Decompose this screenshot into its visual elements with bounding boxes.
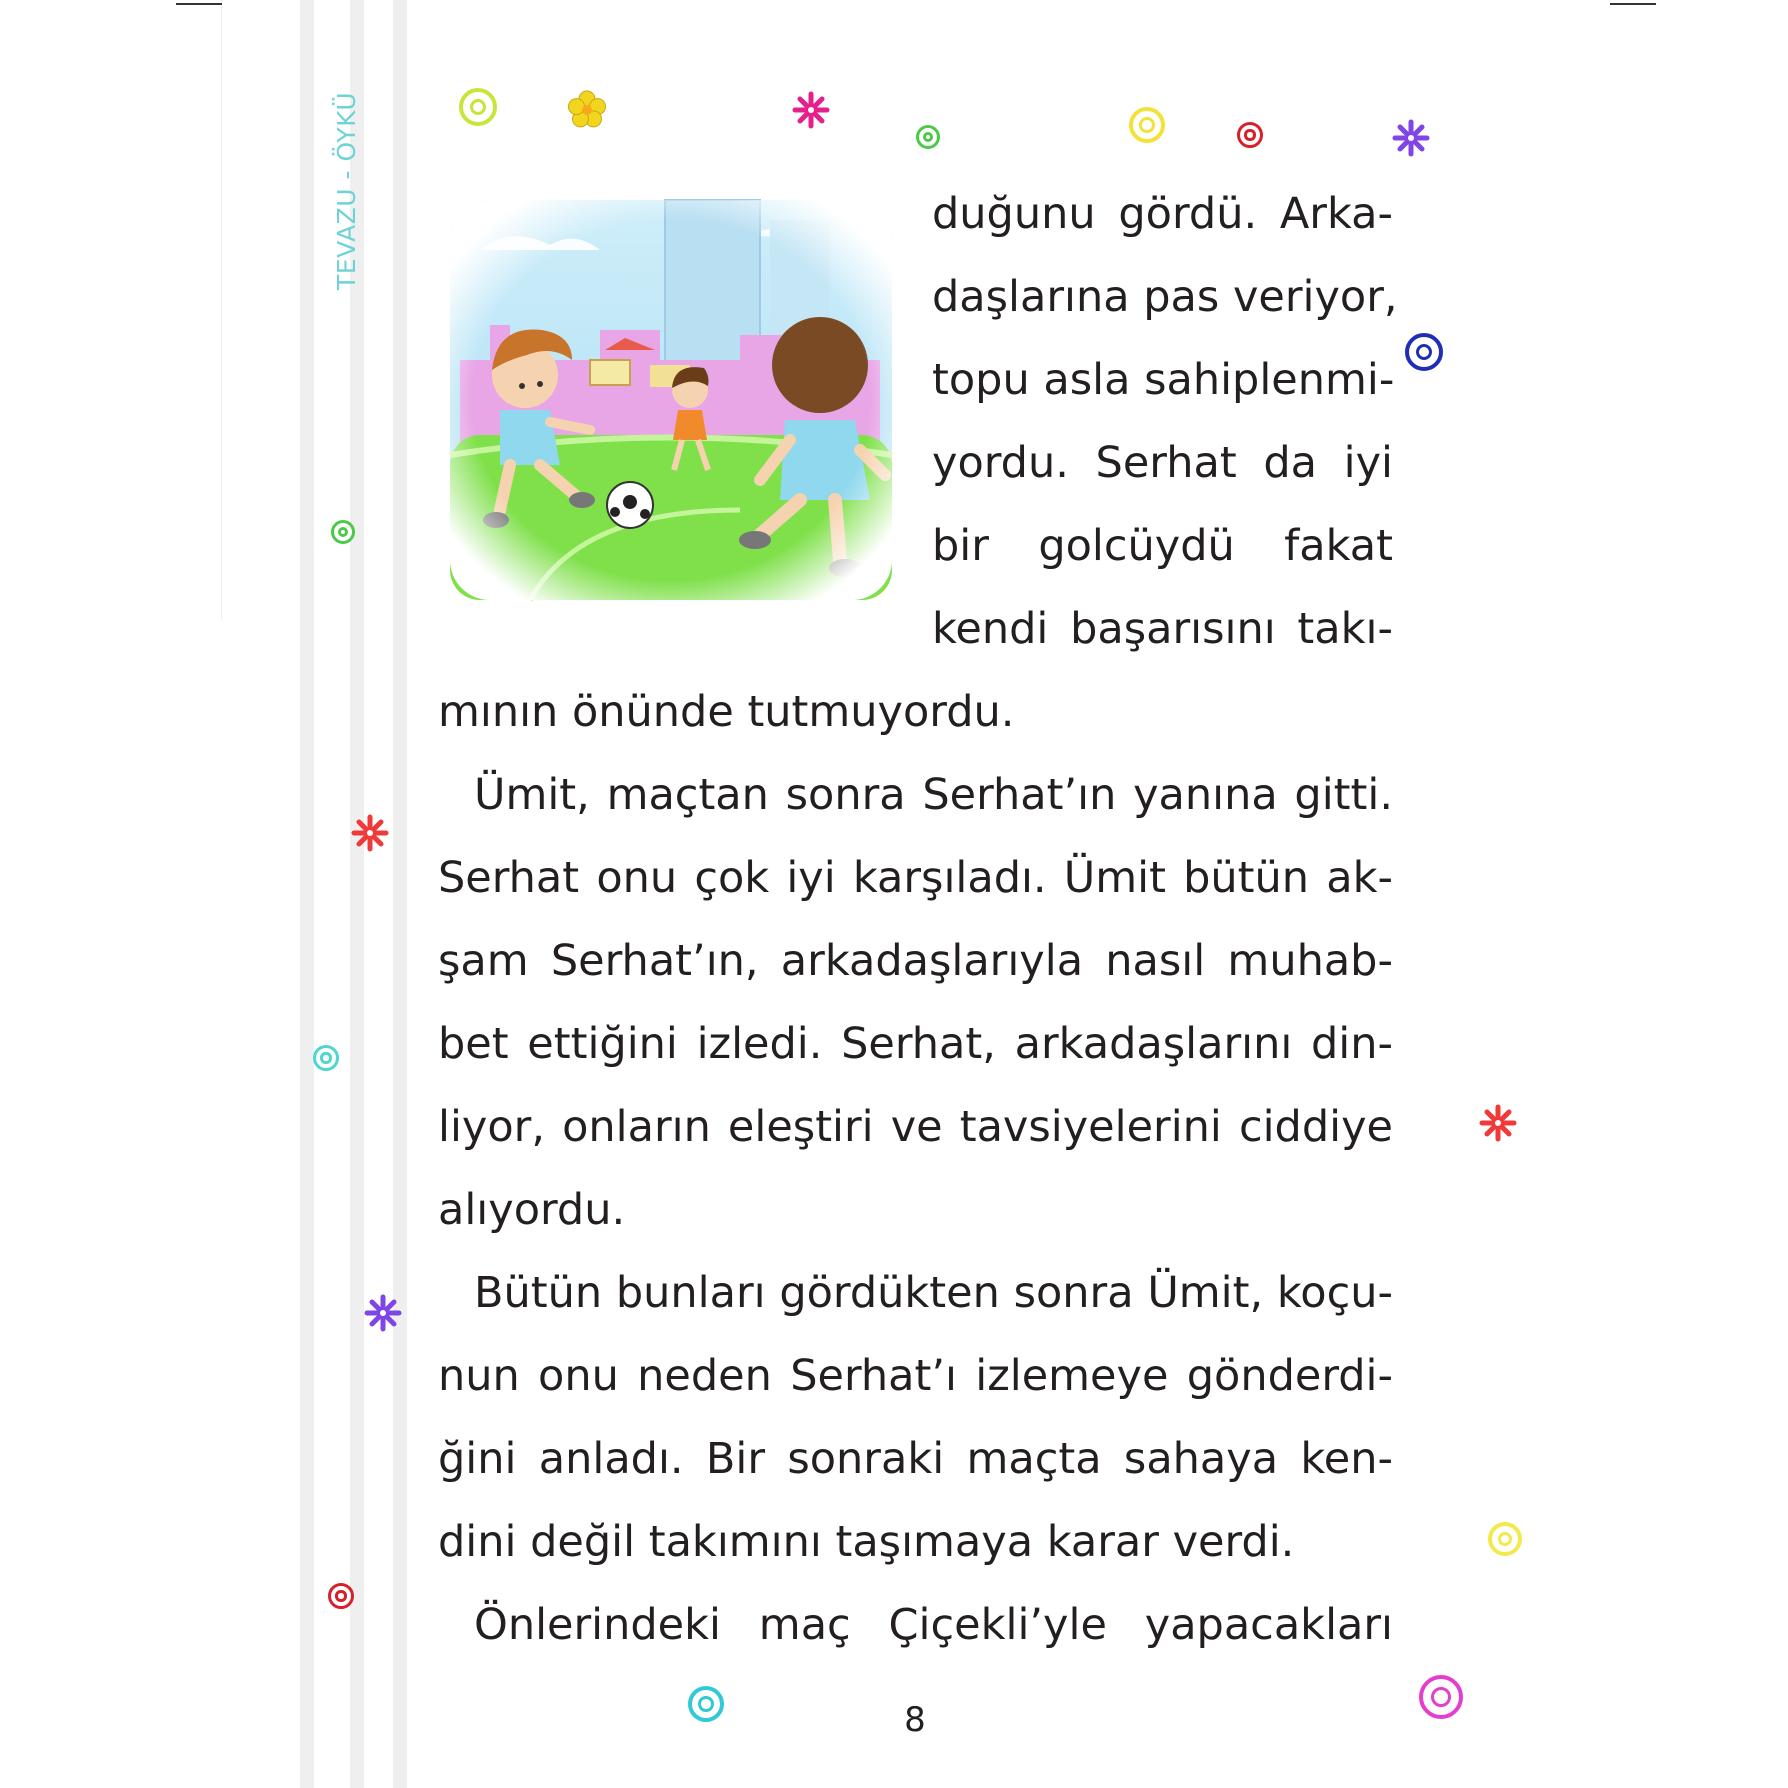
flower-decoration-icon	[363, 1293, 403, 1333]
text-line: duğunu gördü. Arka-	[932, 189, 1393, 239]
page-number: 8	[904, 1700, 926, 1740]
soccer-illustration	[440, 190, 902, 610]
spine-stripe	[300, 0, 314, 1788]
page-edge-line	[221, 0, 222, 620]
text-line: mının önünde tutmuyordu.	[438, 687, 1015, 737]
text-line: daşlarına pas veriyor,	[932, 272, 1398, 322]
text-line: Bütün bunları gördükten sonra Ümit, koçu-	[474, 1268, 1393, 1318]
flower-decoration-icon	[350, 813, 390, 853]
flower-decoration-icon	[1391, 118, 1431, 158]
flower-decoration-icon	[791, 90, 831, 130]
story-text-wrapped	[932, 173, 1398, 671]
flower-decoration-icon	[1478, 1103, 1518, 1143]
crop-mark-right	[1610, 3, 1656, 5]
text-line: nun onu neden Serhat’ı izlemeye gönderdi-	[438, 1351, 1393, 1401]
ring-decoration-icon	[459, 88, 497, 126]
ring-decoration-icon	[1237, 122, 1263, 148]
crop-mark-left	[176, 3, 222, 5]
text-line: ğini anladı. Bir sonraki maçta sahaya ken-	[438, 1434, 1393, 1484]
text-line: liyor, onların eleştiri ve tavsiyelerini ciddiye	[438, 1102, 1393, 1152]
text-line: şam Serhat’ın, arkadaşlarıyla nasıl muhab-	[438, 936, 1393, 986]
ring-decoration-icon	[1129, 107, 1165, 143]
text-line: bir golcüydü fakat	[932, 521, 1393, 571]
spine-stripe	[393, 0, 407, 1788]
text-line: alıyordu.	[438, 1185, 626, 1235]
flower-decoration-icon	[565, 88, 609, 132]
text-line: Serhat onu çok iyi karşıladı. Ümit bütün ak-	[438, 853, 1393, 903]
ring-decoration-icon	[328, 1583, 354, 1609]
text-line: dini değil takımını taşımaya karar verdi.	[438, 1517, 1295, 1567]
text-line: topu asla sahiplenmi-	[932, 355, 1395, 405]
ring-decoration-icon	[1419, 1675, 1463, 1719]
running-head: TEVAZU - ÖYKÜ	[332, 91, 361, 290]
ring-decoration-icon	[688, 1686, 724, 1722]
text-line: Önlerindeki maç Çiçekli’yle yapacakları	[474, 1600, 1393, 1650]
ring-decoration-icon	[1405, 333, 1443, 371]
story-text	[438, 671, 1393, 1667]
ring-decoration-icon	[1488, 1522, 1522, 1556]
text-line: yordu. Serhat da iyi	[932, 438, 1393, 488]
text-line: kendi başarısını takı-	[932, 604, 1393, 654]
ring-decoration-icon	[313, 1045, 339, 1071]
text-line: Ümit, maçtan sonra Serhat’ın yanına gitti.	[474, 770, 1393, 820]
ring-decoration-icon	[916, 125, 940, 149]
text-line: bet ettiğini izledi. Serhat, arkadaşlarını din-	[438, 1019, 1393, 1069]
ring-decoration-icon	[331, 520, 355, 544]
